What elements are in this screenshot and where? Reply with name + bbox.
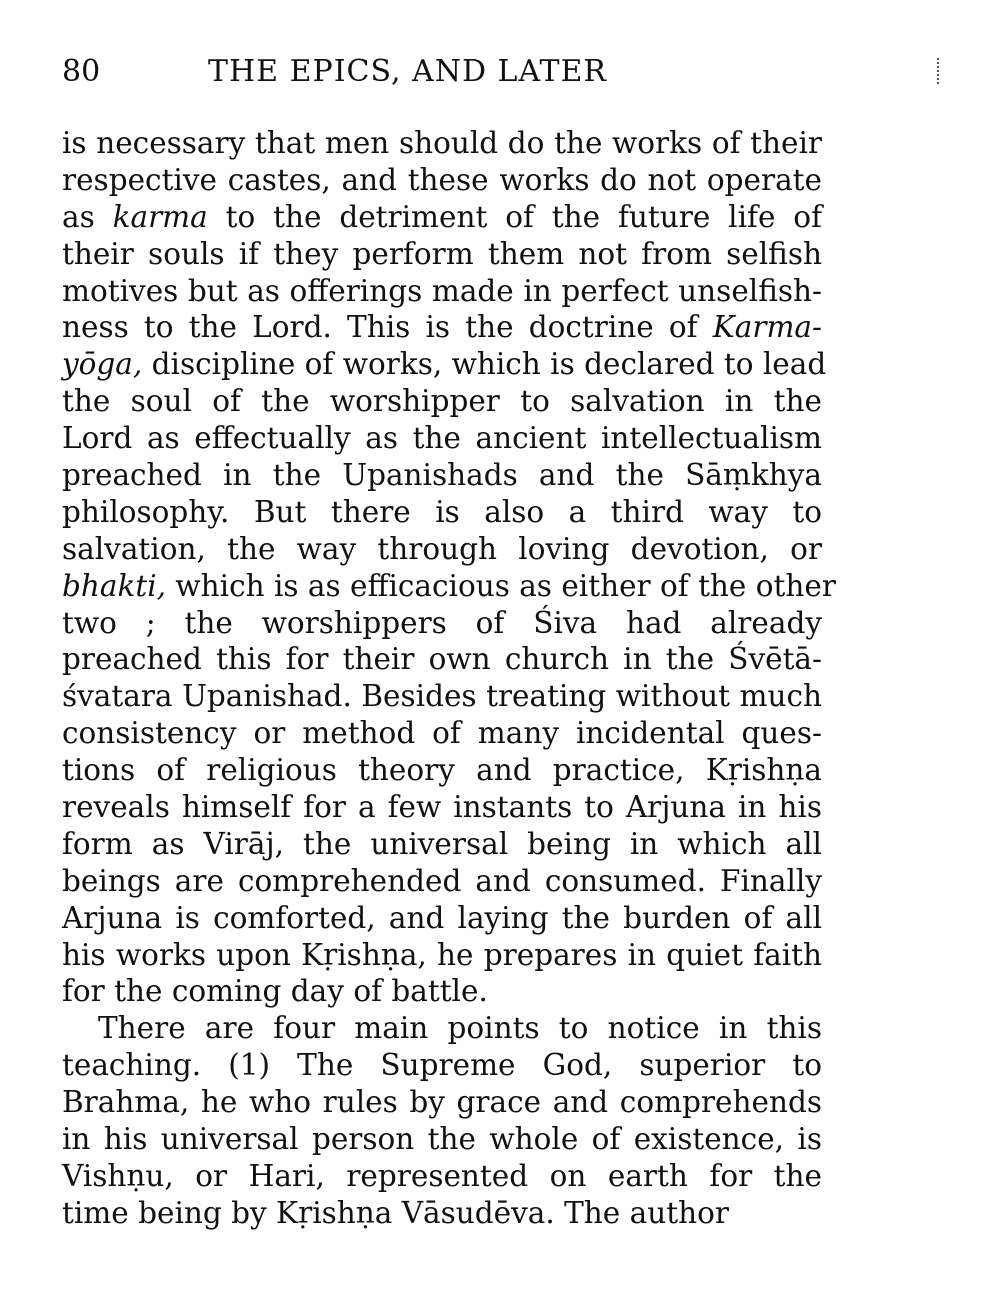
italic-term: bhakti, xyxy=(62,568,167,603)
text-line xyxy=(62,420,822,457)
page-number: 80 xyxy=(62,54,101,89)
text-segment: in his universal person the whole of existence, is xyxy=(62,1122,822,1157)
text-segment: tions of religious theory and practice, Kṛishṇa xyxy=(62,753,822,788)
text-segment: which is as efficacious as either of the other xyxy=(166,568,836,603)
text-line xyxy=(62,273,822,310)
text-segment: the soul of the worshipper to salvation in the xyxy=(62,384,822,419)
text-segment: philosophy. But there is also a third way to xyxy=(62,494,822,529)
text-line xyxy=(62,568,836,605)
italic-term: karma xyxy=(112,199,208,234)
body-text xyxy=(62,125,836,1232)
text-line xyxy=(62,1084,822,1121)
text-line xyxy=(62,752,822,789)
text-segment: Vishṇu, or Hari, represented on earth for the xyxy=(62,1158,822,1193)
text-line xyxy=(62,605,822,642)
scan-edge-mark xyxy=(937,58,942,84)
text-line xyxy=(62,1047,822,1084)
text-line xyxy=(62,678,822,715)
text-segment: reveals himself for a few instants to Arjuna in his xyxy=(62,790,822,825)
running-title: THE EPICS, AND LATER xyxy=(208,54,607,89)
text-line xyxy=(62,937,822,974)
text-line xyxy=(62,826,822,863)
text-line xyxy=(62,457,822,494)
text-line xyxy=(62,162,822,199)
text-segment: teaching. (1) The Supreme God, superior to xyxy=(62,1048,822,1083)
text-segment: There are four main points to notice in this xyxy=(98,1011,822,1046)
text-segment: to the detriment of the future life of xyxy=(207,199,822,234)
running-head xyxy=(62,52,682,92)
text-segment: salvation, the way through loving devotion, or xyxy=(62,531,822,566)
text-segment: two ; the worshippers of Śiva had already xyxy=(62,605,822,640)
text-line xyxy=(62,1121,822,1158)
text-line xyxy=(62,346,827,383)
text-line xyxy=(62,789,822,826)
italic-term: yōga, xyxy=(62,347,143,382)
text-line xyxy=(62,1158,822,1195)
text-line xyxy=(62,199,822,236)
text-segment: is necessary that men should do the works of their xyxy=(62,126,822,160)
text-line xyxy=(62,309,822,346)
text-segment: consistency or method of many incidental ques- xyxy=(62,716,822,751)
text-segment: Arjuna is comforted, and laying the burden of all xyxy=(62,900,822,935)
text-line xyxy=(62,900,822,937)
text-segment: respective castes, and these works do not operate xyxy=(62,162,822,197)
text-line xyxy=(62,236,822,273)
text-segment: Brahma, he who rules by grace and comprehends xyxy=(62,1085,822,1120)
text-segment: their souls if they perform them not from selfish xyxy=(62,236,822,271)
text-segment: śvatara Upanishad. Besides treating without much xyxy=(62,679,822,714)
text-line xyxy=(62,641,822,678)
text-segment: beings are comprehended and consumed. Finally xyxy=(62,863,822,898)
text-line xyxy=(62,531,822,568)
text-segment: motives but as offerings made in perfect unselfish- xyxy=(62,273,822,308)
text-segment: preached in the Upanishads and the Sāṃkhya xyxy=(62,458,822,493)
text-segment: for the coming day of battle. xyxy=(62,974,488,1009)
text-segment: his works upon Kṛishṇa, he prepares in quiet faith xyxy=(62,937,822,972)
text-segment: ness to the Lord. This is the doctrine of xyxy=(62,310,713,345)
text-line xyxy=(62,383,822,420)
text-segment: time being by Kṛishṇa Vāsudēva. The author xyxy=(62,1195,729,1230)
text-line xyxy=(62,494,822,531)
text-segment: as xyxy=(62,199,113,234)
text-line xyxy=(62,1195,822,1232)
text-segment: Lord as effectually as the ancient intellectualism xyxy=(62,421,822,456)
text-line xyxy=(62,973,822,1010)
text-segment: discipline of works, which is declared to lead xyxy=(142,347,827,382)
text-line xyxy=(62,863,822,900)
text-line xyxy=(62,715,822,752)
text-segment: form as Virāj, the universal being in which all xyxy=(62,826,822,861)
text-line xyxy=(62,1010,822,1047)
italic-term: Karma- xyxy=(712,310,822,345)
text-line xyxy=(62,125,822,162)
text-segment: preached this for their own church in the Śvētā- xyxy=(62,642,822,677)
